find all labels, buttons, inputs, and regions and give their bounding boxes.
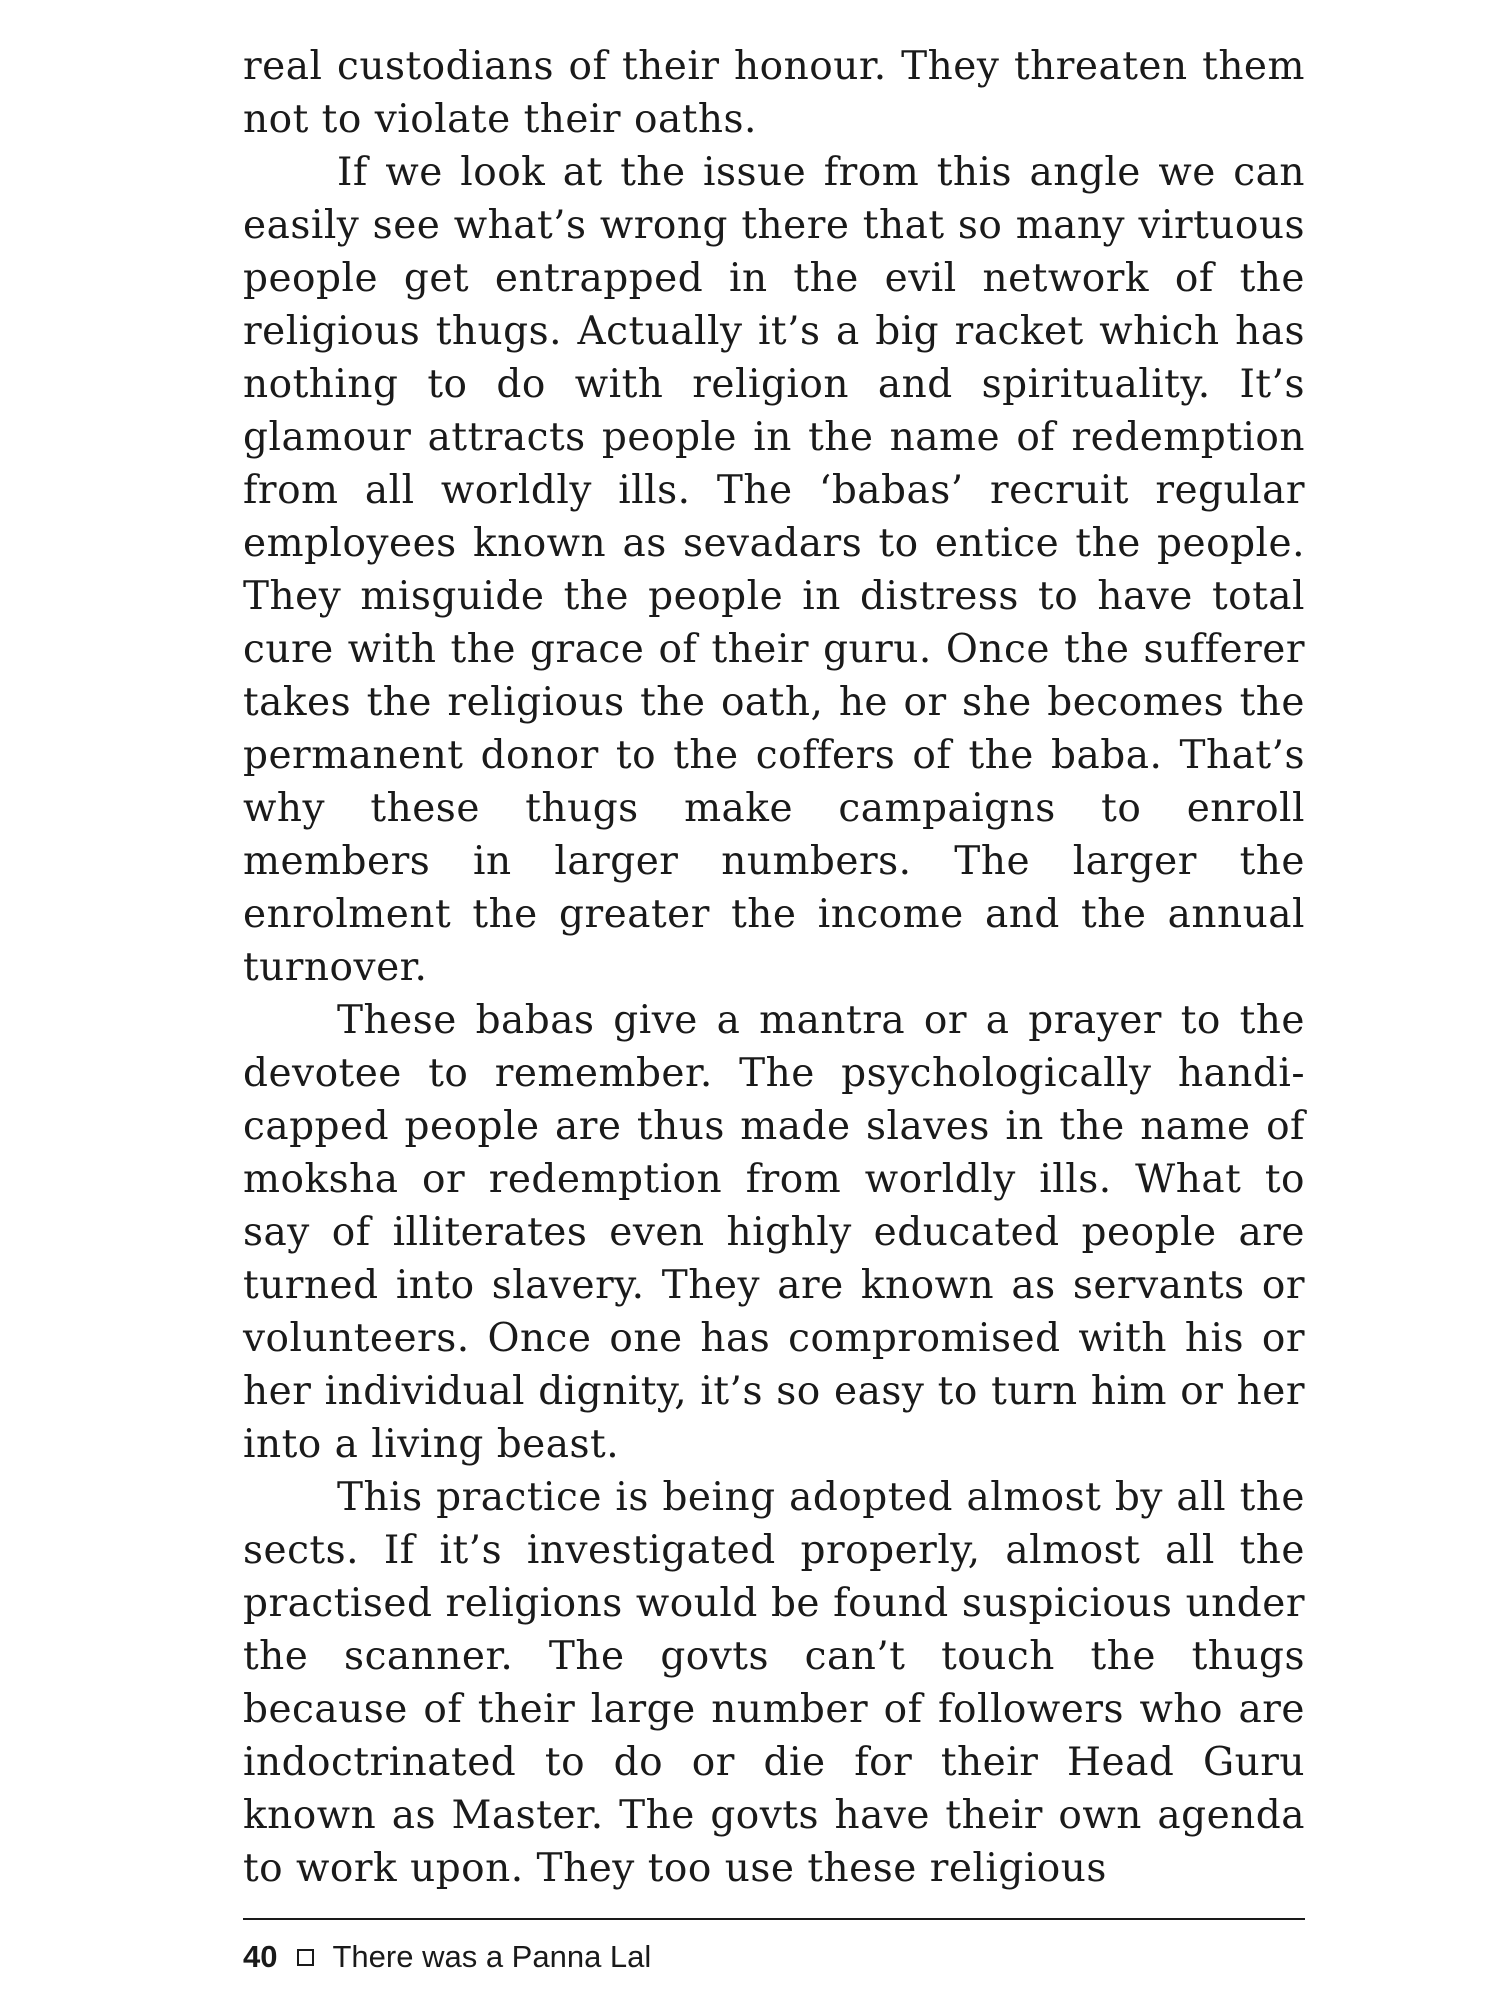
page-footer [243, 1937, 651, 1977]
paragraph-4: This practice is being adopted almost by all the sects. If it’s investigated properly, almost all the practised religions would be found suspicious under the scanner. The govts can’t touch the thugs because of their large number of followers who are indoctrinated to do or die for their Head Guru known as Master. The govts have their own agenda to work upon. They too use these religious [243, 1475, 1305, 1891]
paragraph-1: real custodians of their honour. They threaten them not to violate their oaths. [243, 44, 1305, 142]
footer-rule [243, 1918, 1305, 1920]
paragraph-2: If we look at the issue from this angle we can easily see what’s wrong there that so many virtuous people get entrapped in the evil network of the religious thugs. Actually it’s a big racket which has nothing to do with religion and spirituality. It’s glamour attracts people in the name of redemption from all worldly ills. The ‘babas’ recruit regular employees known as sevadars to entice the people. They misguide the people in distress to have total cure with the grace of their guru. Once the sufferer takes the religious the oath, he or she becomes the permanent donor to the coffers of the baba. That’s why these thugs make campaigns to enroll members in larger numbers. The larger the enrolment the greater the income and the annual turnover. [243, 150, 1305, 990]
paragraph-3: These babas give a mantra or a prayer to the devotee to remember. The psychologically handi-capped people are thus made slaves in the name of moksha or redemption from worldly ills. What to say of illiterates even highly educated people are turned into slavery. They are known as servants or volunteers. Once one has compromised with his or her individual dignity, it’s so easy to turn him or her into a living beast. [243, 998, 1305, 1467]
book-title: There was a Panna Lal [332, 1939, 652, 1974]
square-box-icon [297, 1949, 314, 1966]
page-number: 40 [243, 1939, 278, 1974]
body-text [243, 40, 1305, 1895]
